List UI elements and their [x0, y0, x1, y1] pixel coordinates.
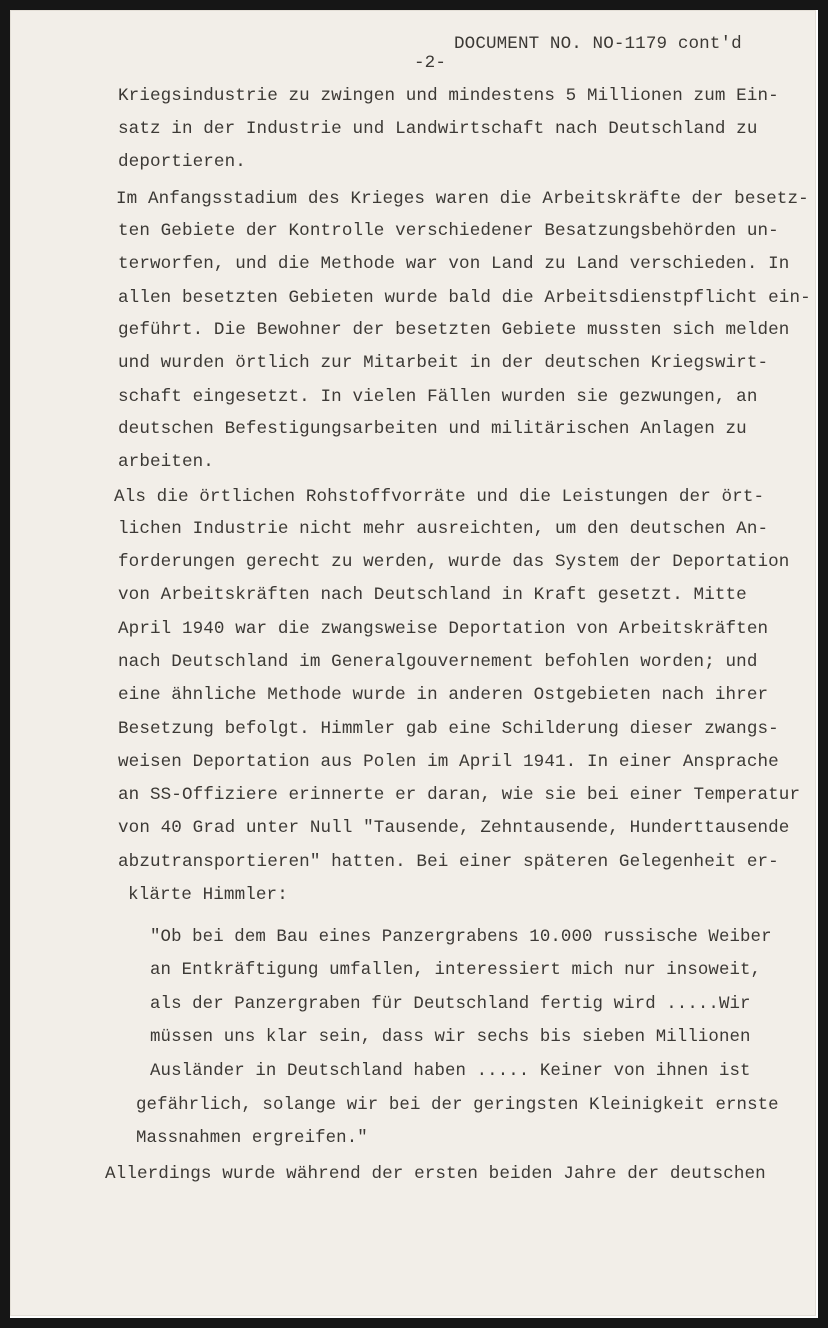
body-line: ten Gebiete der Kontrolle verschiedener Besatzungsbehörden un- [118, 221, 779, 241]
body-line: schaft eingesetzt. In vielen Fällen wurden sie gezwungen, an [118, 387, 758, 407]
body-line: nach Deutschland im Generalgouvernement befohlen worden; und [118, 652, 758, 672]
body-line: von 40 Grad unter Null "Tausende, Zehntausende, Hunderttausende [118, 818, 790, 838]
document-page [10, 10, 816, 1316]
body-line: Besetzung befolgt. Himmler gab eine Schilderung dieser zwangs- [118, 719, 779, 739]
quote-line: müssen uns klar sein, dass wir sechs bis sieben Millionen [150, 1028, 751, 1047]
body-line: satz in der Industrie und Landwirtschaft nach Deutschland zu [118, 119, 758, 139]
body-line: klärte Himmler: [128, 885, 288, 905]
body-line: terworfen, und die Methode war von Land zu Land verschieden. In [118, 254, 790, 274]
body-line: abzutransportieren" hatten. Bei einer späteren Gelegenheit er- [118, 852, 779, 872]
document-number: DOCUMENT NO. NO-1179 cont'd [454, 34, 742, 54]
body-line: weisen Deportation aus Polen im April 1941. In einer Ansprache [118, 752, 779, 772]
body-line: geführt. Die Bewohner der besetzten Gebiete mussten sich melden [118, 320, 790, 340]
body-line: eine ähnliche Methode wurde in anderen Ostgebieten nach ihrer [118, 685, 769, 705]
body-line: an SS-Offiziere erinnerte er daran, wie sie bei einer Temperatur [118, 785, 801, 805]
quote-line: als der Panzergraben für Deutschland fertig wird .....Wir [150, 995, 751, 1014]
body-line: von Arbeitskräften nach Deutschland in Kraft gesetzt. Mitte [118, 585, 747, 605]
page-number: -2- [414, 53, 446, 73]
body-line: Im Anfangsstadium des Krieges waren die Arbeitskräfte der besetz- [116, 189, 809, 209]
quote-line: an Entkräftigung umfallen, interessiert mich nur insoweit, [150, 961, 762, 980]
body-line: April 1940 war die zwangsweise Deportation von Arbeitskräften [118, 619, 769, 639]
quote-line: gefährlich, solange wir bei der geringsten Kleinigkeit ernste [136, 1096, 779, 1115]
quote-line: "Ob bei dem Bau eines Panzergrabens 10.000 russische Weiber [150, 928, 772, 947]
body-line: arbeiten. [118, 452, 214, 472]
body-line: und wurden örtlich zur Mitarbeit in der deutschen Kriegswirt- [118, 353, 769, 373]
body-line: allen besetzten Gebieten wurde bald die Arbeitsdienstpflicht ein- [118, 288, 811, 308]
body-line: deutschen Befestigungsarbeiten und militärischen Anlagen zu [118, 419, 747, 439]
body-line: Als die örtlichen Rohstoffvorräte und die Leistungen der ört- [114, 487, 765, 507]
body-line: Kriegsindustrie zu zwingen und mindestens 5 Millionen zum Ein- [118, 86, 779, 106]
body-line: forderungen gerecht zu werden, wurde das System der Deportation [118, 552, 790, 572]
body-line-final: Allerdings wurde während der ersten beiden Jahre der deutschen [105, 1164, 766, 1184]
body-line: lichen Industrie nicht mehr ausreichten, um den deutschen An- [118, 519, 769, 539]
quote-line: Massnahmen ergreifen." [136, 1129, 368, 1148]
quote-line: Ausländer in Deutschland haben ..... Keiner von ihnen ist [150, 1062, 751, 1081]
body-line: deportieren. [118, 152, 246, 172]
